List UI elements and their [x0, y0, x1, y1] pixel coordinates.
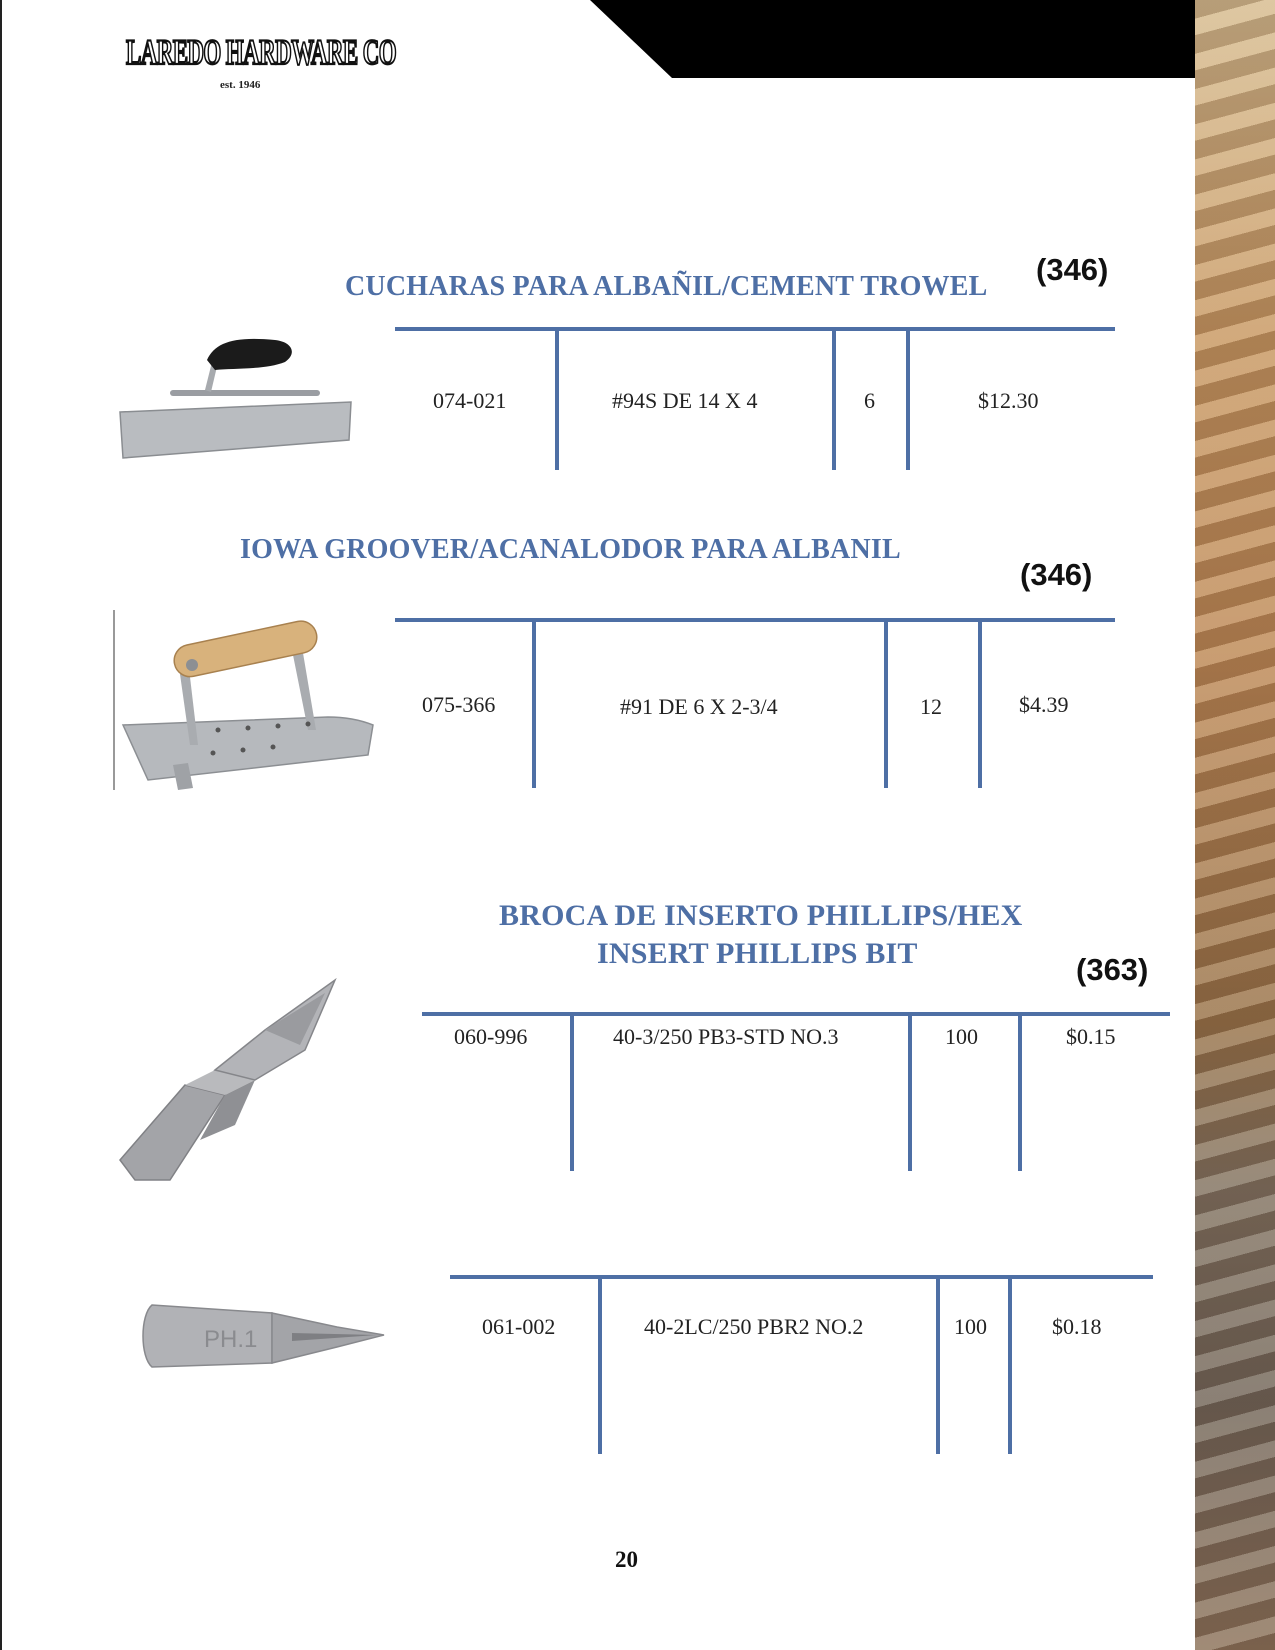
section-title-phillips-bit-line1: BROCA DE INSERTO PHILLIPS/HEX: [499, 899, 1023, 932]
wood-tools-photo-strip: [1195, 0, 1275, 1650]
section-title-phillips-bit-line2: INSERT PHILLIPS BIT: [597, 937, 918, 970]
item-description: #94S DE 14 X 4: [612, 388, 758, 413]
laredo-hardware-logo: [122, 22, 402, 100]
trowel-icon: [115, 330, 355, 460]
section-code: (346): [1020, 557, 1093, 592]
item-description: 40-3/250 PB3-STD NO.3: [613, 1024, 839, 1049]
table-top-rule: [395, 618, 1115, 622]
item-price: $4.39: [1019, 692, 1069, 717]
table-top-rule: [450, 1275, 1153, 1279]
page-number: 20: [615, 1547, 638, 1572]
groover-icon: [118, 605, 378, 795]
section-title-iowa-groover: IOWA GROOVER/ACANALODOR PARA ALBANIL: [240, 534, 901, 565]
item-description: 40-2LC/250 PBR2 NO.2: [644, 1314, 864, 1339]
item-quantity: 12: [920, 694, 942, 719]
item-quantity: 6: [864, 388, 875, 413]
item-number: 074-021: [433, 388, 507, 413]
section-code: (363): [1076, 952, 1149, 987]
phillips-bit-icon: [115, 975, 345, 1205]
item-number: 075-366: [422, 692, 496, 717]
section-code: (346): [1036, 252, 1109, 287]
svg-text:LAREDO HARDWARE CO: LAREDO HARDWARE CO: [126, 32, 396, 72]
item-price: $12.30: [978, 388, 1039, 413]
left-border: [0, 0, 2, 1650]
top-black-band: [590, 0, 1195, 78]
item-quantity: 100: [945, 1024, 978, 1049]
section-title-cement-trowel: CUCHARAS PARA ALBAÑIL/CEMENT TROWEL: [345, 271, 988, 302]
table-top-rule: [422, 1012, 1170, 1016]
phillips-bit-short-icon: [122, 1285, 392, 1385]
svg-text:est. 1946: est. 1946: [220, 79, 261, 91]
item-description: #91 DE 6 X 2-3/4: [620, 694, 778, 719]
svg-text:PH.1: PH.1: [204, 1326, 258, 1353]
item-price: $0.18: [1052, 1314, 1102, 1339]
item-number: 060-996: [454, 1024, 528, 1049]
item-number: 061-002: [482, 1314, 556, 1339]
item-price: $0.15: [1066, 1024, 1116, 1049]
table-top-rule: [395, 327, 1115, 331]
item-quantity: 100: [954, 1314, 987, 1339]
